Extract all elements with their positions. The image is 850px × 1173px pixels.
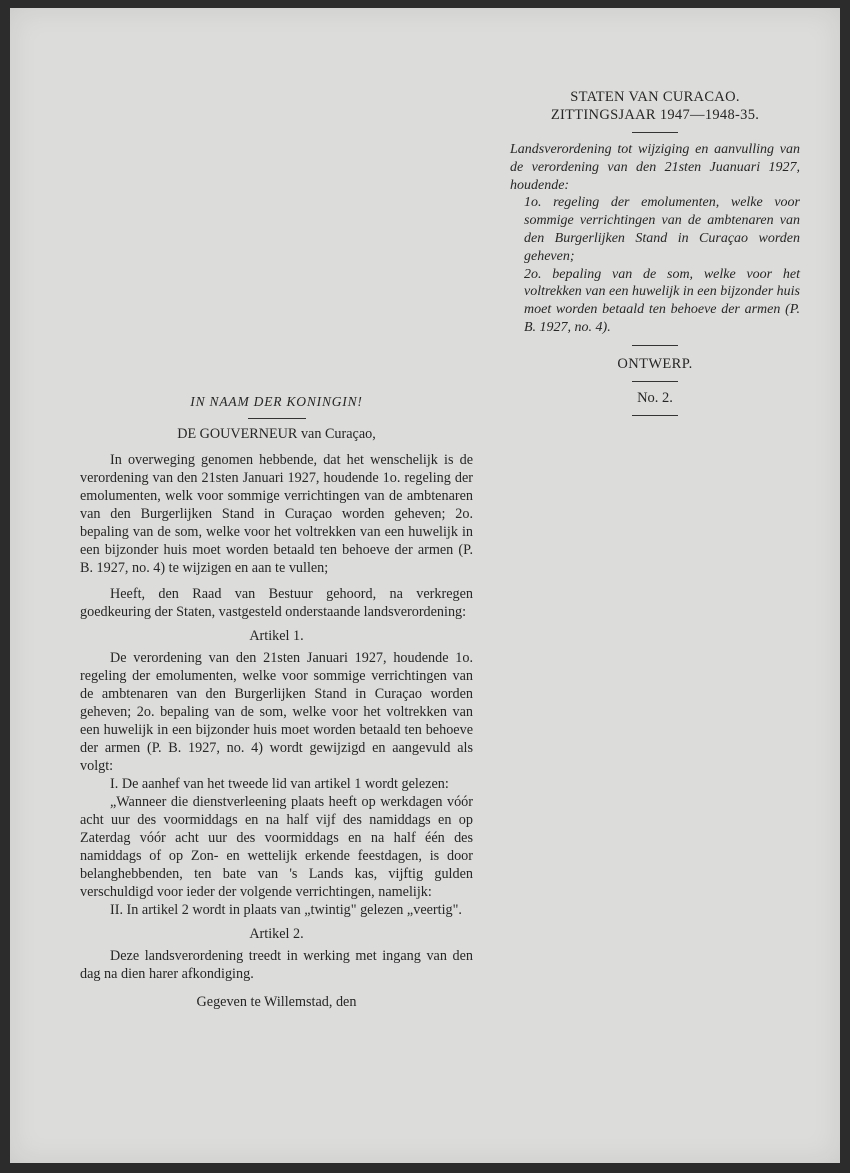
divider [632, 345, 678, 346]
amendment-i: I. De aanhef van het tweede lid van artikel 1 wordt gelezen: [110, 776, 449, 792]
amendment-i-quote: „Wanneer die dienstverleening plaats heeft op werkdagen vóór acht uur des voormiddags en na half vijf des namiddags en op Zaterdag vóór acht uur des voormiddags en na half één des namiddags of op Zon- en wettelijk erkende feestdagen, is door belanghebbenden, ten bate van 's Lands kas, vijftig gulden verschuldigd voor ieder der volgende verrichtingen, namelijk: [80, 794, 473, 900]
divider [632, 132, 678, 133]
document-page [10, 8, 840, 1163]
royal-heading: IN NAAM DER KONINGIN! [190, 394, 363, 409]
amendment-ii: II. In artikel 2 wordt in plaats van „twintig" gelezen „veertig". [110, 902, 462, 918]
abstract-item-1: 1o. regeling der emolumenten, welke voor sommige verrichtingen van de ambtenaren van den Burgerlijken Stand in Curaçao worden geheven; [524, 195, 800, 264]
ordinance-abstract [510, 141, 800, 337]
ordinance-body [80, 393, 473, 1011]
abstract-intro: Landsverordening tot wijziging en aanvulling van de verordening van den 21sten Juanuari 1927, houdende: [510, 142, 800, 193]
paragraph-considering: In overweging genomen hebbende, dat het wenschelijk is de verordening van den 21sten Januari 1927, houdende 1o. regeling der emolumenten, welk voor sommige verrichtingen van de ambtenaren van den Burgerlijken Stand in Curaçao worden geheven; 2o. bepaling van de som, welke voor het voltrekken van een huwelijk in een bijzonder huis moet worden betaald ten behoeve der armen (P. B. 1927, no. 4) te wijzigen en aan te vullen; [80, 452, 473, 576]
divider [632, 381, 678, 382]
divider [632, 415, 678, 416]
abstract-item-2: 2o. bepaling van de som, welke voor het voltrekken van een huwelijk in een bijzonder huis moet worden betaald ten behoeve der armen (P. B. 1927, no. 4). [524, 266, 800, 335]
article-1-text: De verordening van den 21sten Januari 1927, houdende 1o. regeling der emolumenten, welke voor sommige verrichtingen van de ambtenaren van den Burgerlijken Stand in Curaçao worden geheven; 2o. bepaling van de som, welke voor het voltrekken van een huwelijk in een bijzonder huis moet worden betaald ten behoeve der armen (P. B. 1927, no. 4) wordt gewijzigd en aangevuld als volgt: [80, 650, 473, 774]
governor-heading: DE GOUVERNEUR van Curaçao, [177, 426, 376, 442]
article-2-heading: Artikel 2. [249, 926, 304, 942]
divider [248, 418, 306, 419]
article-2-text: Deze landsverordening treedt in werking met ingang van den dag na dien harer afkondiging. [80, 948, 473, 982]
header-title: STATEN VAN CURACAO. [570, 89, 740, 105]
signoff: Gegeven te Willemstad, den [196, 994, 357, 1010]
draft-label: ONTWERP. [617, 355, 693, 372]
document-number: No. 2. [637, 389, 673, 406]
paragraph-enacted: Heeft, den Raad van Bestuur gehoord, na verkregen goedkeuring der Staten, vastgesteld onderstaande landsverordening: [80, 586, 473, 620]
header-block [510, 88, 800, 424]
header-session: ZITTINGSJAAR 1947—1948-35. [550, 107, 760, 123]
article-1-heading: Artikel 1. [249, 628, 304, 644]
